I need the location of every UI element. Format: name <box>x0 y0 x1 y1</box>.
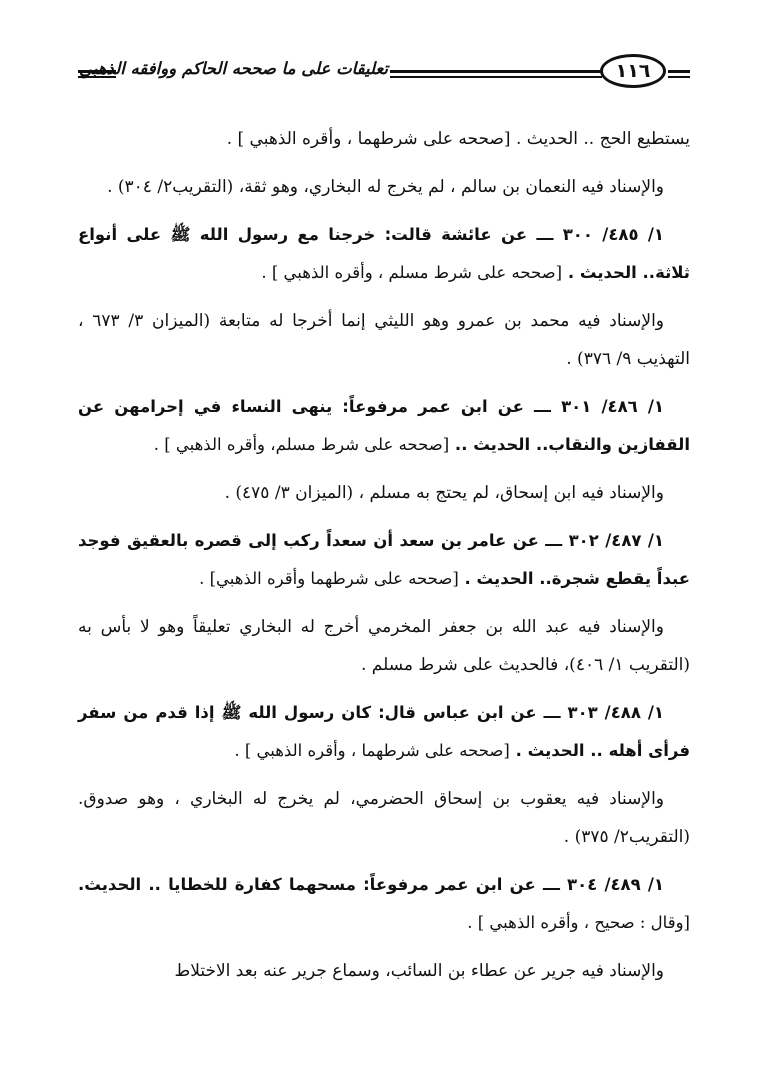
page-number: ١١٦ <box>600 54 666 88</box>
grading-note: [صححه على شرط مسلم ، وأقره الذهبي ] . <box>261 263 563 282</box>
isnad-comment <box>78 608 690 684</box>
header-rule-right <box>668 70 690 73</box>
running-title: تعليقات على ما صححه الحاكم ووافقه الذهبي <box>79 59 388 78</box>
isnad-comment <box>78 302 690 378</box>
continuation-paragraph <box>78 120 690 158</box>
grading-note: [صححه على شرطهما ، وأقره الذهبي ] . <box>234 741 510 760</box>
page-body <box>78 120 690 1000</box>
isnad-comment <box>78 168 690 206</box>
paragraph-text: والإسناد فيه جرير عن عطاء بن السائب، وسماع جرير عنه بعد الاختلاط <box>174 961 664 981</box>
hadith-text: عن عائشة قالت: خرجنا مع رسول الله ﷺ على أنواع ثلاثة.. الحديث . <box>78 225 690 282</box>
hadith-number: ١/ ٤٨٦/ ٣٠١ ـــ <box>534 397 664 416</box>
isnad-comment <box>78 780 690 856</box>
isnad-comment <box>78 474 690 512</box>
paragraph-text: والإسناد فيه ابن إسحاق، لم يحتج به مسلم ، (الميزان ٣/ ٤٧٥) . <box>224 483 664 503</box>
paragraph-text: يستطيع الحج .. الحديث . [صححه على شرطهما ، وأقره الذهبي ] . <box>226 129 690 149</box>
paragraph-text: والإسناد فيه النعمان بن سالم ، لم يخرج له البخاري، وهو ثقة، (التقريب٢/ ٣٠٤) . <box>107 177 664 197</box>
paragraph-text: والإسناد فيه عبد الله بن جعفر المخرمي أخرج له البخاري تعليقاً وهو لا بأس به (التقريب ١/ ٤٠٦)، فالحديث على شرط مسلم . <box>78 617 690 675</box>
hadith-entry <box>78 388 690 464</box>
hadith-entry <box>78 866 690 942</box>
hadith-text: عن ابن عمر مرفوعاً: مسحهما كفارة للخطايا .. الحديث. <box>78 875 536 894</box>
hadith-text: عن ابن عمر مرفوعاً: ينهى النساء في إحرامهن عن القفازين والنقاب.. الحديث .. <box>78 397 690 454</box>
hadith-number: ١/ ٤٨٥/ ٣٠٠ ـــ <box>536 225 664 244</box>
page-header <box>78 52 690 98</box>
hadith-text: عن عامر بن سعد أن سعداً ركب إلى قصره بالعقيق فوجد عبداً يقطع شجرة.. الحديث . <box>78 531 690 588</box>
hadith-entry <box>78 216 690 292</box>
hadith-number: ١/ ٤٨٨/ ٣٠٣ ـــ <box>543 703 664 722</box>
grading-note: [صححه على شرط مسلم، وأقره الذهبي ] . <box>153 435 450 454</box>
hadith-text: عن ابن عباس قال: كان رسول الله ﷺ إذا قدم من سفر فرأى أهله .. الحديث . <box>78 703 690 760</box>
grading-note: [وقال : صحيح ، وأقره الذهبي ] . <box>467 913 690 932</box>
hadith-number: ١/ ٤٨٧/ ٣٠٢ ـــ <box>545 531 664 550</box>
hadith-number: ١/ ٤٨٩/ ٣٠٤ ـــ <box>542 875 664 894</box>
paragraph-text: والإسناد فيه محمد بن عمرو وهو الليثي إنما أخرجا له متابعة (الميزان ٣/ ٦٧٣ ، التهذيب ٩/ ٣٧٦) . <box>78 311 690 369</box>
header-rule-middle <box>390 70 602 73</box>
isnad-comment <box>78 952 690 990</box>
hadith-entry <box>78 694 690 770</box>
hadith-entry <box>78 522 690 598</box>
paragraph-text: والإسناد فيه يعقوب بن إسحاق الحضرمي، لم يخرج له البخاري ، وهو صدوق. (التقريب٢/ ٣٧٥) . <box>78 789 690 847</box>
grading-note: [صححه على شرطهما وأقره الذهبي] . <box>199 569 459 588</box>
